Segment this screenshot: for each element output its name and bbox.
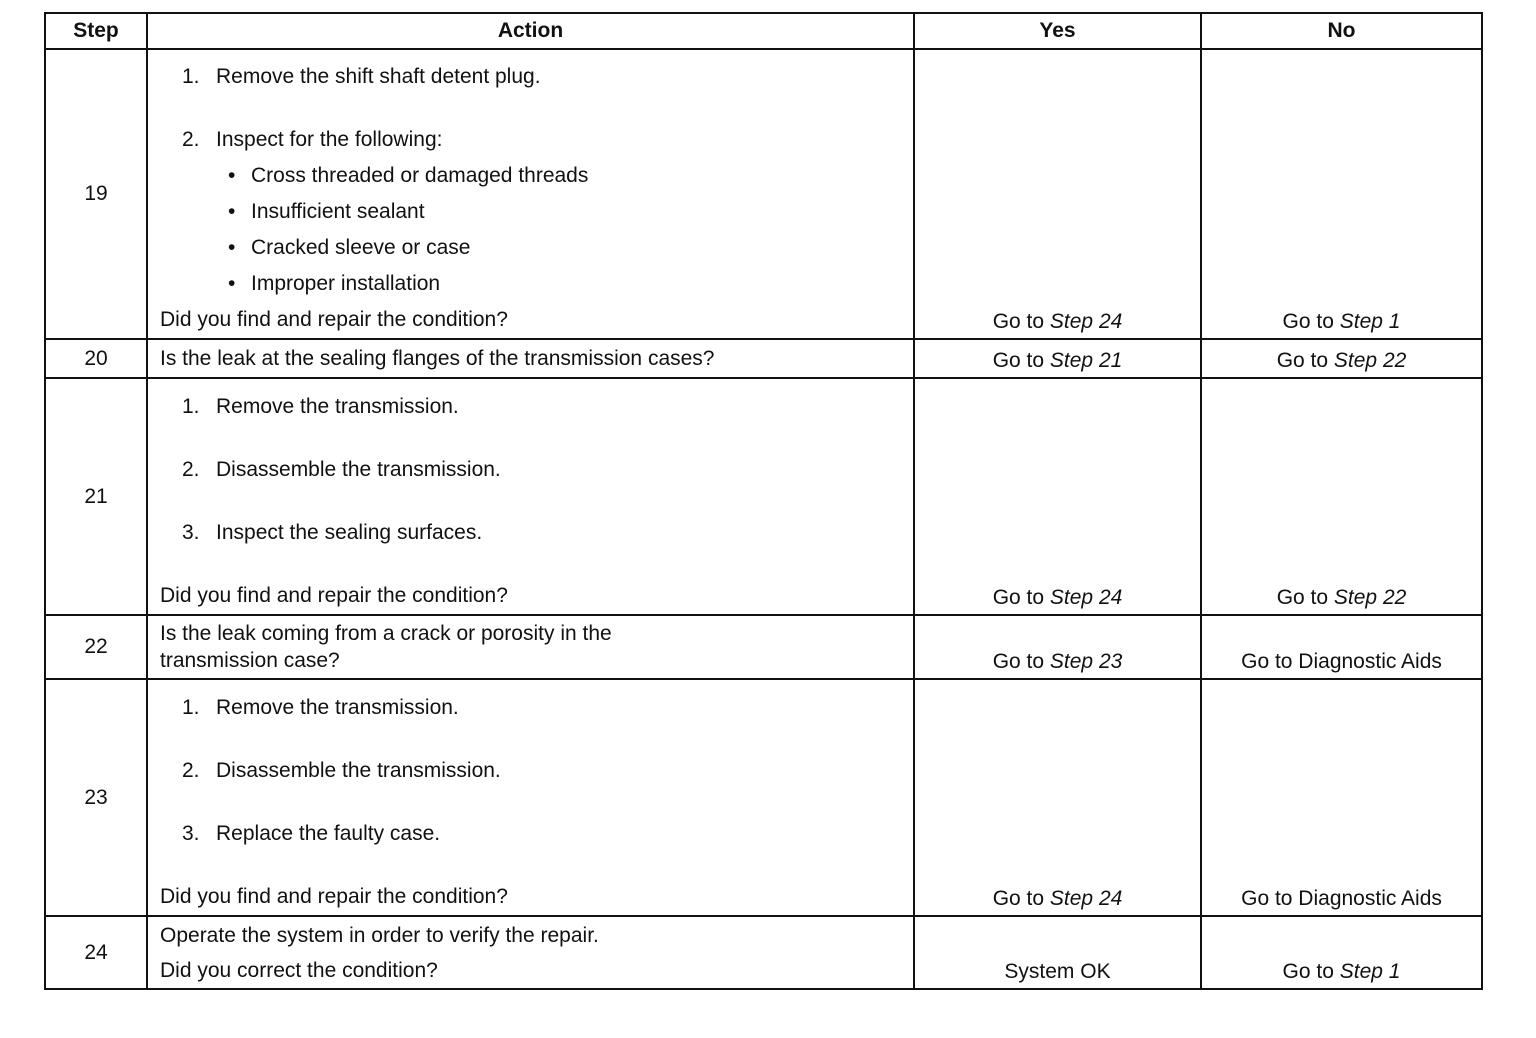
bullet-item: • Insufficient sealant bbox=[228, 200, 425, 223]
action-line: Operate the system in order to verify the repair. bbox=[160, 923, 599, 947]
bullet-item: • Improper installation bbox=[228, 272, 441, 295]
action-cell bbox=[147, 49, 914, 339]
header-no: No bbox=[1201, 13, 1482, 49]
no-result: Go to Diagnostic Aids bbox=[1201, 679, 1482, 916]
yes-result: Go to Step 24 bbox=[914, 49, 1201, 339]
header-yes: Yes bbox=[914, 13, 1201, 49]
table-row bbox=[45, 679, 1482, 916]
yes-result: Go to Step 24 bbox=[914, 378, 1201, 615]
action-item: 3. Inspect the sealing surfaces. bbox=[182, 521, 483, 544]
action-question: Did you find and repair the condition? bbox=[160, 885, 508, 908]
table-row bbox=[45, 378, 1482, 615]
action-question-line: Is the leak coming from a crack or porosity in the bbox=[160, 622, 612, 645]
bullet-item: • Cross threaded or damaged threads bbox=[228, 164, 589, 187]
step-number: 19 bbox=[45, 49, 147, 339]
yes-result: Go to Step 24 bbox=[914, 679, 1201, 916]
action-item: 3. Replace the faulty case. bbox=[182, 822, 441, 845]
no-result: Go to Diagnostic Aids bbox=[1201, 615, 1482, 679]
yes-result: Go to Step 23 bbox=[914, 615, 1201, 679]
table-row bbox=[45, 615, 1482, 679]
action-item: 2. Disassemble the transmission. bbox=[182, 759, 501, 782]
action-item: 1. Remove the transmission. bbox=[182, 395, 459, 418]
action-item: 2. Disassemble the transmission. bbox=[182, 458, 501, 481]
action-item: 2. Inspect for the following: bbox=[182, 128, 443, 151]
step-number: 20 bbox=[45, 339, 147, 378]
yes-result: System OK bbox=[914, 916, 1201, 989]
action-cell bbox=[147, 679, 914, 916]
action-cell bbox=[147, 615, 914, 679]
action-cell bbox=[147, 339, 914, 378]
step-number: 22 bbox=[45, 615, 147, 679]
step-number: 21 bbox=[45, 378, 147, 615]
action-question-line: transmission case? bbox=[160, 649, 340, 672]
action-question: Is the leak at the sealing flanges of the transmission cases? bbox=[160, 346, 715, 370]
yes-result: Go to Step 21 bbox=[914, 339, 1201, 378]
action-question: Did you find and repair the condition? bbox=[160, 308, 508, 331]
no-result: Go to Step 22 bbox=[1201, 378, 1482, 615]
action-item: 1. Remove the transmission. bbox=[182, 696, 459, 719]
table-row bbox=[45, 339, 1482, 378]
table-row bbox=[45, 916, 1482, 989]
header-step: Step bbox=[45, 13, 147, 49]
step-number: 23 bbox=[45, 679, 147, 916]
action-question: Did you correct the condition? bbox=[160, 958, 438, 982]
bullet-item: • Cracked sleeve or case bbox=[228, 236, 471, 259]
header-action: Action bbox=[147, 13, 914, 49]
action-item: 1. Remove the shift shaft detent plug. bbox=[182, 65, 541, 88]
no-result: Go to Step 22 bbox=[1201, 339, 1482, 378]
header-row bbox=[45, 13, 1482, 49]
action-cell bbox=[147, 378, 914, 615]
step-number: 24 bbox=[45, 916, 147, 989]
no-result: Go to Step 1 bbox=[1201, 916, 1482, 989]
no-result: Go to Step 1 bbox=[1201, 49, 1482, 339]
action-question: Did you find and repair the condition? bbox=[160, 584, 508, 607]
diagnostic-table bbox=[44, 12, 1483, 990]
action-cell bbox=[147, 916, 914, 989]
table-row bbox=[45, 49, 1482, 339]
